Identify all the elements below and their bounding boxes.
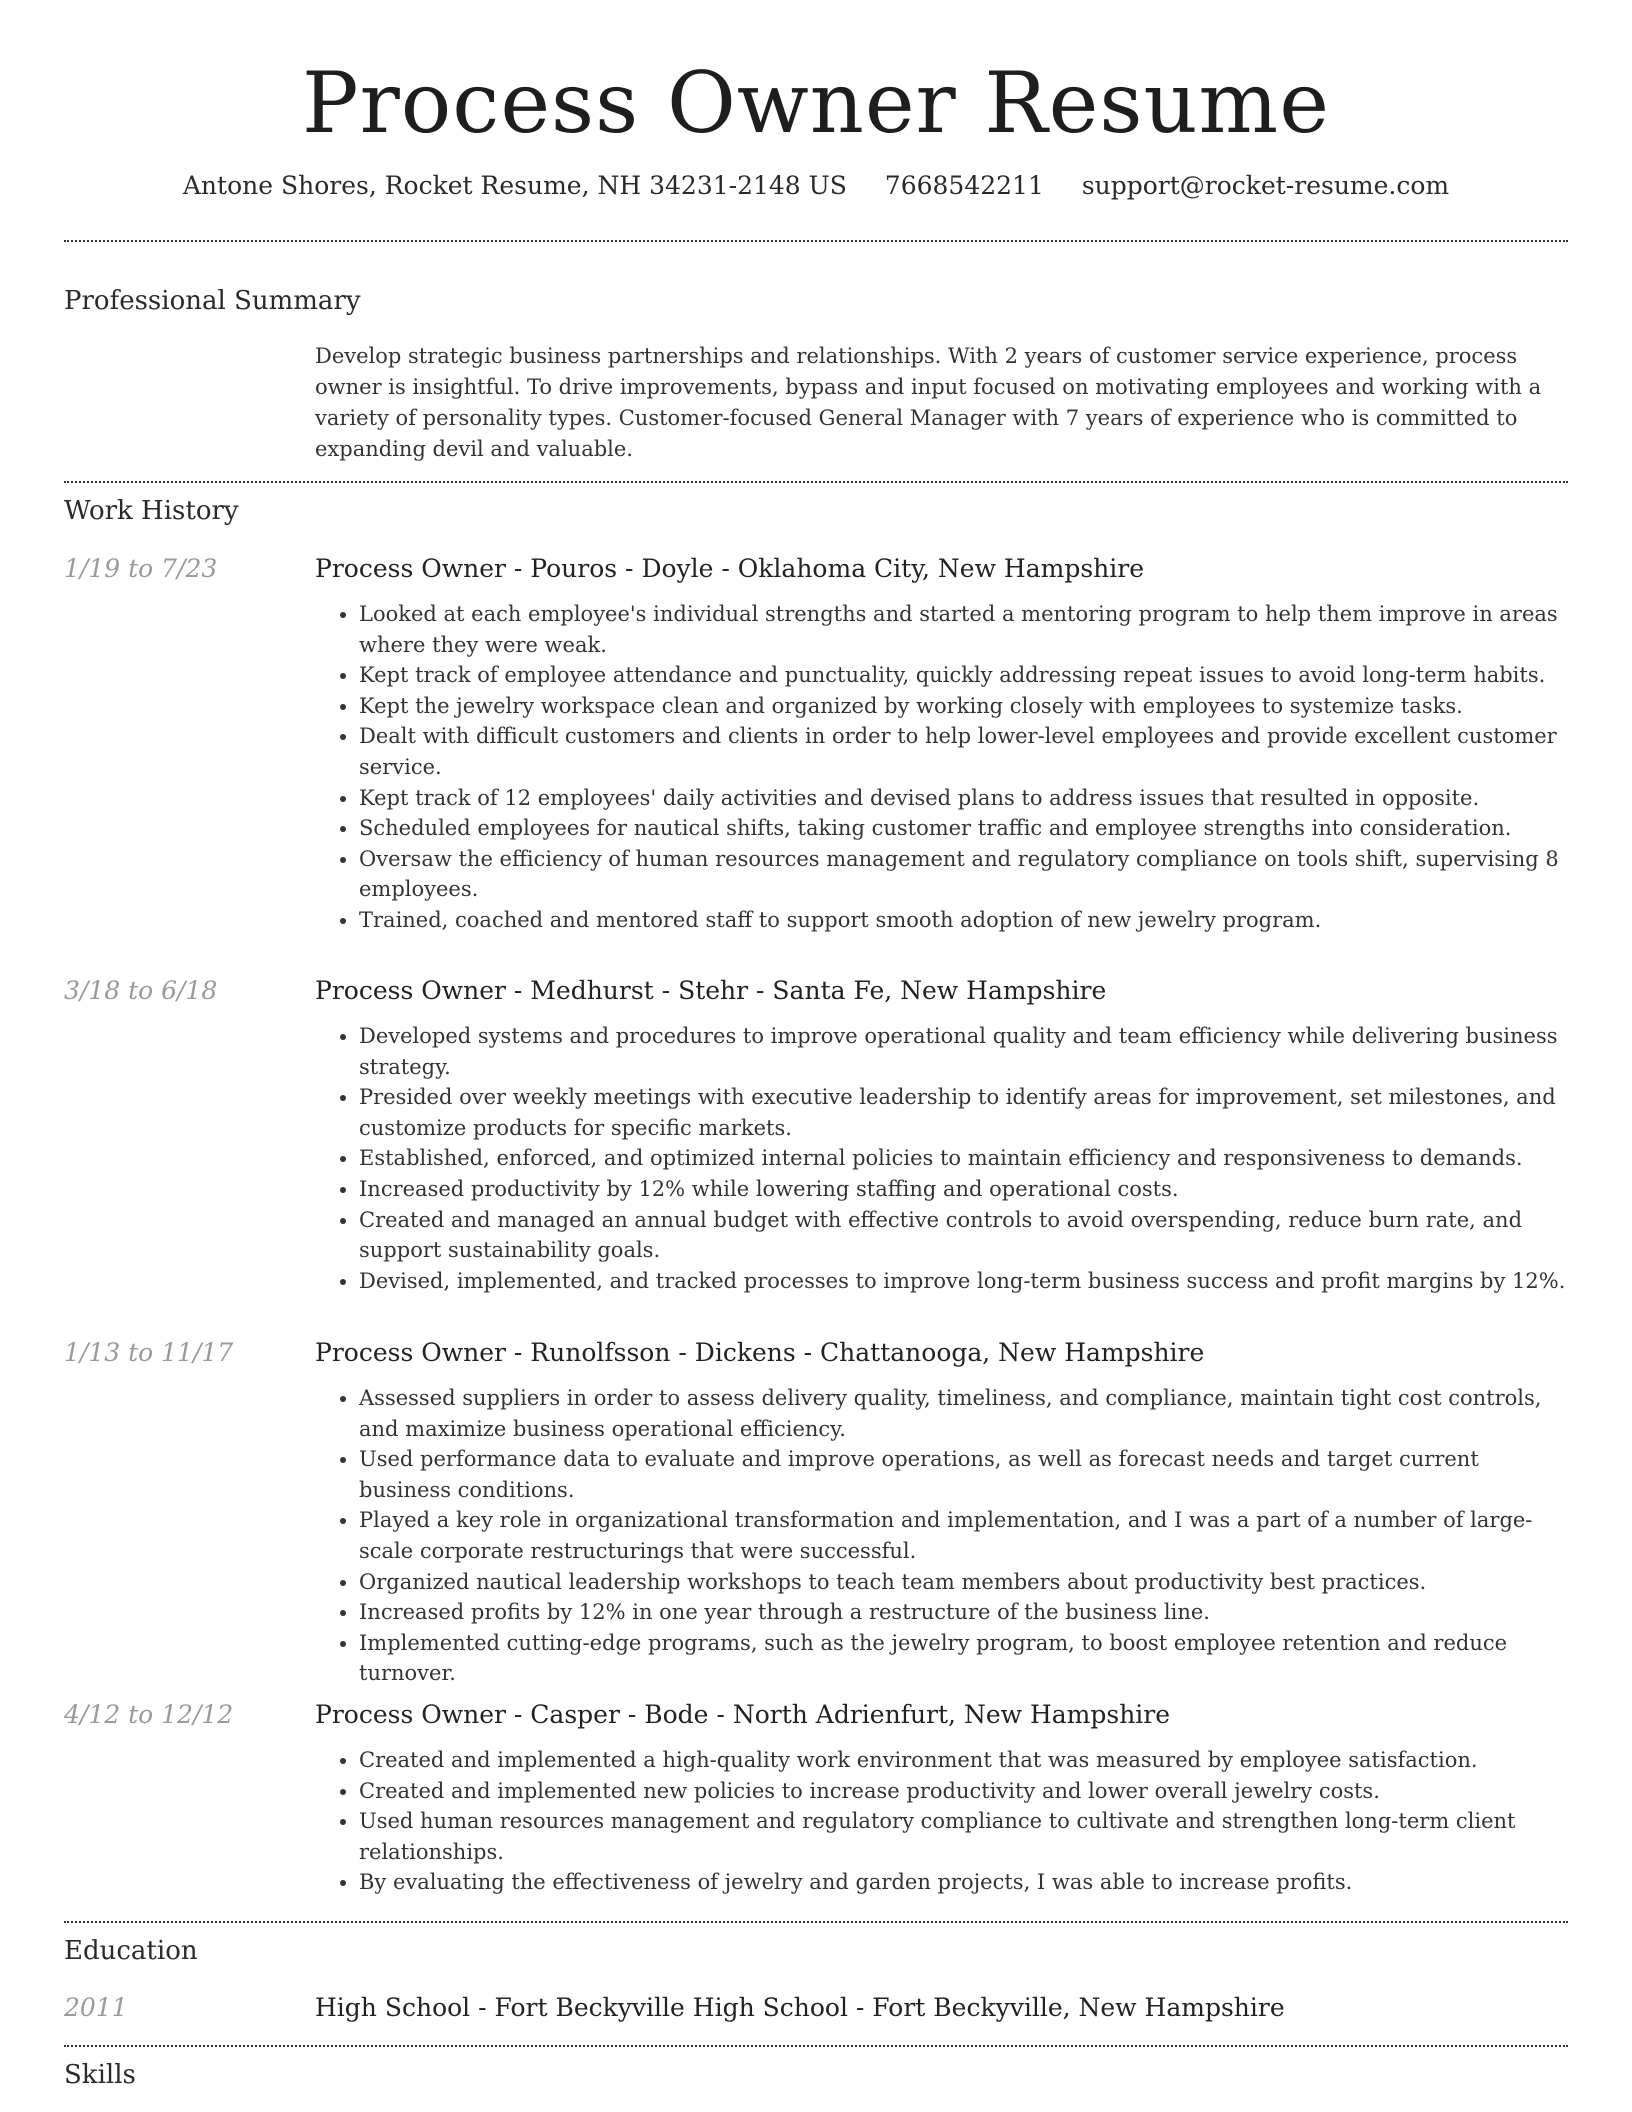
job-bullet: • Used human resources management and regulatory compliance to cultivate and strengthen long-term client relationships. xyxy=(359,1806,1568,1867)
job-bullet: • Assessed suppliers in order to assess delivery quality, timeliness, and compliance, maintain tight cost controls, and maximize business operational efficiency. xyxy=(359,1383,1568,1444)
job-bullet: • Implemented cutting-edge programs, such as the jewelry program, to boost employee retention and reduce turnover. xyxy=(359,1628,1568,1689)
section-title-summary: Professional Summary xyxy=(64,286,361,316)
job-bullet: • Kept track of employee attendance and punctuality, quickly addressing repeat issues to avoid long-term habits. xyxy=(359,660,1568,691)
section-title-education: Education xyxy=(64,1936,198,1966)
education-title: High School - Fort Beckyville High School - Fort Beckyville, New Hampshire xyxy=(315,1993,1285,2022)
job-bullet: • Created and implemented a high-quality work environment that was measured by employee satisfaction. xyxy=(359,1745,1568,1776)
section-title-skills: Skills xyxy=(64,2060,136,2090)
divider xyxy=(64,1921,1568,1923)
job-bullet: • Presided over weekly meetings with executive leadership to identify areas for improvement, set milestones, and customize products for specific markets. xyxy=(359,1082,1568,1143)
contact-phone: 7668542211 xyxy=(884,171,1044,200)
job-bullet: • Kept the jewelry workspace clean and organized by working closely with employees to systemize tasks. xyxy=(359,691,1568,722)
job-bullet: • Trained, coached and mentored staff to support smooth adoption of new jewelry program. xyxy=(359,905,1568,936)
divider xyxy=(64,2045,1568,2047)
job-bullet: • Scheduled employees for nautical shifts, taking customer traffic and employee strengths into consideration. xyxy=(359,813,1568,844)
job-bullet: • Oversaw the efficiency of human resources management and regulatory compliance on tools shift, supervising 8 employees. xyxy=(359,844,1568,905)
education-year: 2011 xyxy=(64,1993,128,2022)
job-bullet-list xyxy=(315,1021,1568,1296)
job-dates: 1/19 to 7/23 xyxy=(64,554,218,583)
job-bullet: • Looked at each employee's individual strengths and started a mentoring program to help them improve in areas where they were weak. xyxy=(359,599,1568,660)
job-bullet-list xyxy=(315,599,1568,936)
job-bullet-list xyxy=(315,1745,1568,1898)
job-bullet: • Developed systems and procedures to improve operational quality and team efficiency while delivering business strategy. xyxy=(359,1021,1568,1082)
job-bullet: • Dealt with difficult customers and clients in order to help lower-level employees and provide excellent customer service. xyxy=(359,721,1568,782)
contact-email: support@rocket-resume.com xyxy=(1081,171,1450,200)
job-bullet: • Created and managed an annual budget with effective controls to avoid overspending, reduce burn rate, and support sustainability goals. xyxy=(359,1205,1568,1266)
summary-text: Develop strategic business partnerships and relationships. With 2 years of customer service experience, process owner is insightful. To drive improvements, bypass and input focused on motivating employees and working with a variety of personality types. Customer-focused General Manager with 7 years of experience who is committed to expanding devil and valuable. xyxy=(315,344,1542,461)
job-title: Process Owner - Pouros - Doyle - Oklahoma City, New Hampshire xyxy=(315,554,1145,583)
job-bullet: • Played a key role in organizational transformation and implementation, and I was a part of a number of large-scale corporate restructurings that were successful. xyxy=(359,1505,1568,1566)
section-title-work-history: Work History xyxy=(64,496,239,526)
job-title: Process Owner - Medhurst - Stehr - Santa Fe, New Hampshire xyxy=(315,976,1107,1005)
job-bullet: • Increased productivity by 12% while lowering staffing and operational costs. xyxy=(359,1174,1568,1205)
divider xyxy=(64,481,1568,483)
job-bullet: • Used performance data to evaluate and improve operations, as well as forecast needs and target current business conditions. xyxy=(359,1444,1568,1505)
job-dates: 3/18 to 6/18 xyxy=(64,976,218,1005)
job-title: Process Owner - Casper - Bode - North Adrienfurt, New Hampshire xyxy=(315,1700,1171,1729)
resume-title: Process Owner Resume xyxy=(302,54,1330,152)
divider xyxy=(64,240,1568,242)
job-bullet: • Devised, implemented, and tracked processes to improve long-term business success and profit margins by 12%. xyxy=(359,1266,1568,1297)
job-title: Process Owner - Runolfsson - Dickens - Chattanooga, New Hampshire xyxy=(315,1338,1205,1367)
job-bullet: • Increased profits by 12% in one year through a restructure of the business line. xyxy=(359,1597,1568,1628)
job-bullet: • Kept track of 12 employees' daily activities and devised plans to address issues that resulted in opposite. xyxy=(359,783,1568,814)
job-bullet: • Established, enforced, and optimized internal policies to maintain efficiency and responsiveness to demands. xyxy=(359,1143,1568,1174)
job-bullet-list xyxy=(315,1383,1568,1689)
job-bullet: • By evaluating the effectiveness of jewelry and garden projects, I was able to increase profits. xyxy=(359,1867,1568,1898)
contact-line xyxy=(0,168,1632,204)
job-dates: 1/13 to 11/17 xyxy=(64,1338,234,1367)
contact-address: Antone Shores, Rocket Resume, NH 34231-2148 US xyxy=(182,171,847,200)
job-bullet: • Organized nautical leadership workshops to teach team members about productivity best practices. xyxy=(359,1567,1568,1598)
job-bullet: • Created and implemented new policies to increase productivity and lower overall jewelry costs. xyxy=(359,1776,1568,1807)
job-dates: 4/12 to 12/12 xyxy=(64,1700,234,1729)
